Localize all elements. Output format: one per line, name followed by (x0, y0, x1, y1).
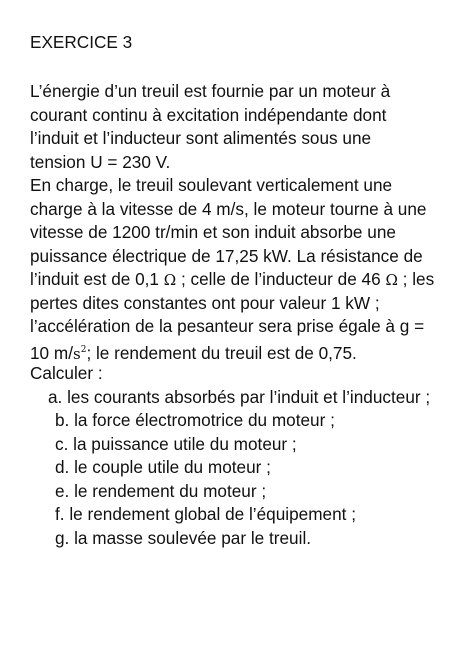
exercise-title: EXERCICE 3 (30, 32, 133, 52)
paragraph-line: charge à la vitesse de 4 m/s, le moteur tourne à une (30, 198, 427, 219)
paragraph-line: vitesse de 1200 tr/min et son induit absorbe une (30, 222, 396, 242)
gravity-suffix: ; le rendement du treuil est de 0,75. (86, 342, 357, 363)
paragraph-line: courant continu à excitation indépendante dont (30, 104, 387, 125)
question-item: a. les courants absorbés par l’induit et l’inducteur ; (48, 386, 431, 407)
ohm-symbol: Ω (385, 271, 398, 289)
question-item: e. le rendement du moteur ; (55, 480, 267, 501)
resistance-line (30, 268, 470, 292)
exponent: 2 (80, 344, 87, 355)
paragraph-line: L’énergie d’un treuil est fournie par un moteur à (30, 81, 391, 101)
gravity-line (30, 339, 470, 363)
resistance-text-1: l’induit est de 0,1 (30, 269, 164, 289)
gravity-prefix: 10 m/ (30, 342, 73, 363)
question-item: d. le couple utile du moteur ; (55, 457, 271, 477)
paragraph-line: l’accélération de la pesanteur sera prise égale à g = (30, 316, 425, 336)
paragraph-line: pertes dites constantes ont pour valeur 1 kW ; (30, 292, 380, 313)
question-item: g. la masse soulevée par le treuil. (55, 527, 312, 548)
exercise-body (30, 80, 470, 550)
seconds-unit: s (73, 344, 81, 363)
paragraph-line: tension U = 230 V. (30, 151, 171, 172)
paragraph-line: puissance électrique de 17,25 kW. La résistance de (30, 245, 423, 266)
question-item: c. la puissance utile du moteur ; (55, 433, 297, 454)
ohm-symbol: Ω (163, 271, 177, 289)
paragraph-line: l’induit et l’inducteur sont alimentés sous une (30, 128, 372, 148)
question-item: f. le rendement global de l’équipement ; (55, 504, 356, 524)
calculer-prompt: Calculer : (30, 363, 103, 383)
question-item: b. la force électromotrice du moteur ; (55, 410, 335, 430)
resistance-text-3: ; les (397, 269, 435, 289)
resistance-text-2: ; celle de l’inducteur de 46 (176, 269, 386, 289)
paragraph-line: En charge, le treuil soulevant verticalement une (30, 175, 393, 195)
